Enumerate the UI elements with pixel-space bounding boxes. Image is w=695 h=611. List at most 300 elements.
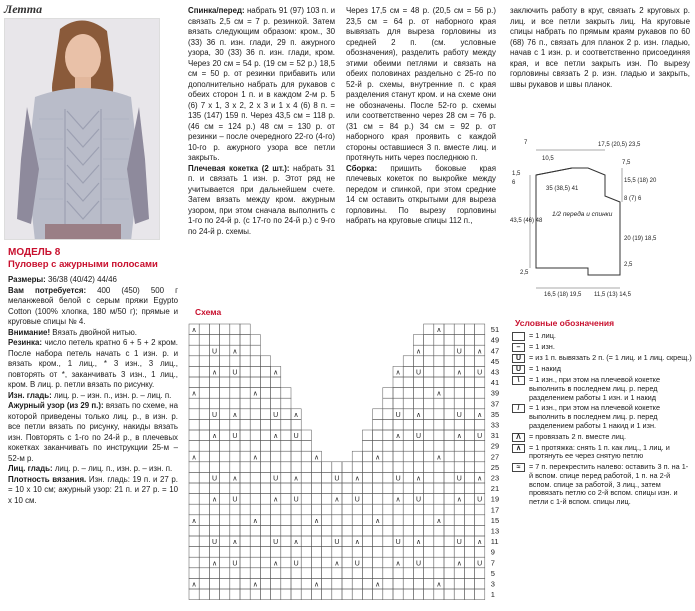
chart-cell <box>322 462 332 473</box>
chart-symbol: U <box>456 348 462 356</box>
chart-symbol: ∧ <box>456 560 462 568</box>
chart-cell <box>413 547 423 558</box>
dim-top-right: 17,5 (20,5) 23,5 <box>598 142 641 148</box>
chart-cell <box>403 430 413 441</box>
chart-cell <box>220 568 230 579</box>
legend-item <box>512 376 692 402</box>
chart-cell <box>424 430 434 441</box>
chart-cell <box>209 388 219 399</box>
chart-symbol: U <box>395 539 401 547</box>
chart-symbol: ∧ <box>395 496 401 504</box>
chart-cell <box>424 377 434 388</box>
sizes-value: 36/38 (40/42) 44/46 <box>47 275 117 284</box>
chart-cell <box>475 377 485 388</box>
chart-cell <box>454 504 464 515</box>
chart-cell <box>291 525 301 536</box>
chart-cell <box>403 388 413 399</box>
legend-text: = 1 изн., при этом на плечевой кокетке выполнить в последнем лиц. р. перед разделением работы 1 изн. и 1 накид <box>529 375 660 402</box>
chart-cell <box>342 525 352 536</box>
chart-cell <box>199 462 209 473</box>
model-photo <box>4 18 160 240</box>
chart-cell <box>240 557 250 568</box>
chart-symbol: ∧ <box>191 390 197 398</box>
legend-item <box>512 444 692 462</box>
chart-symbol: U <box>293 496 299 504</box>
model-photo-illustration <box>5 19 160 240</box>
instructions-column-2 <box>188 6 335 237</box>
chart-symbol: ∧ <box>211 496 218 504</box>
chart-cell <box>311 589 321 600</box>
chart-cell <box>434 536 444 547</box>
chart-cell <box>271 547 281 558</box>
chart-cell <box>271 441 281 452</box>
chart-cell <box>362 494 372 505</box>
chart-cell <box>230 525 240 536</box>
chart-cell <box>444 536 454 547</box>
lace-value: вязать по схеме, на которой приведены только лиц. р., в изн. р. все петли вязать по рисунку, накиды вязать изн. Повторять с 1-го по 24-й р., в плечевых кокетках заканчивать по инструкции 25-м – 52-м р. <box>8 401 178 463</box>
yoke-value: набрать 31 п. и связать 1 изн. р. Этот ряд не учитывается при дальнейшем счете. Затем вязать между кром. ажурным узором, при этом сначала выполнить с 1-го по 24-й р. (с 17-го по 24-й р.) с 9-го по 24-й р. схемы. <box>188 163 335 236</box>
chart-cell <box>362 536 372 547</box>
row-number: 39 <box>490 388 500 398</box>
chart-cell <box>240 409 250 420</box>
chart-cell <box>352 462 362 473</box>
chart-cell <box>342 568 352 579</box>
chart-cell <box>260 494 270 505</box>
chart-symbol: ∧ <box>273 369 279 377</box>
chart-cell <box>434 419 444 430</box>
row-number: 49 <box>490 335 500 345</box>
chart-cell <box>434 472 444 483</box>
chart-cell <box>311 525 321 536</box>
row-number: 1 <box>490 590 495 600</box>
chart-cell <box>311 536 321 547</box>
chart-cell <box>311 504 321 515</box>
chart-cell <box>403 398 413 409</box>
chart-cell <box>281 515 291 526</box>
chart-cell <box>352 547 362 558</box>
chart-cell <box>271 483 281 494</box>
chart-cell <box>250 377 260 388</box>
chart-cell <box>199 345 209 356</box>
chart-cell <box>403 409 413 420</box>
chart-symbol: ∧ <box>293 411 299 419</box>
chart-symbol: ∧ <box>477 348 483 356</box>
chart-cell <box>230 335 240 346</box>
chart-cell <box>464 377 474 388</box>
chart-cell <box>413 388 423 399</box>
chart-cell <box>240 356 250 367</box>
chart-symbol: ∧ <box>477 411 483 419</box>
chart-cell <box>373 547 383 558</box>
chart-cell <box>444 568 454 579</box>
chart-cell <box>281 398 291 409</box>
chart-cell <box>189 335 199 346</box>
chart-cell <box>220 515 230 526</box>
legend-text: = провязать 2 п. вместе лиц. <box>529 431 627 441</box>
chart-cell <box>281 451 291 462</box>
chart-cell <box>434 462 444 473</box>
chart-symbol: ∧ <box>252 454 258 462</box>
chart-cell <box>189 525 199 536</box>
chart-cell <box>454 324 464 335</box>
chart-cell <box>250 409 260 420</box>
chart-cell <box>240 366 250 377</box>
chart-cell <box>250 536 260 547</box>
chart-cell <box>199 335 209 346</box>
row-number: 7 <box>490 558 495 568</box>
row-number: 13 <box>490 526 500 536</box>
chart-cell <box>250 472 260 483</box>
chart-cell <box>464 430 474 441</box>
chart-cell <box>199 547 209 558</box>
chart-cell <box>444 388 454 399</box>
chart-symbol: ∧ <box>252 390 258 398</box>
chart-cell <box>291 578 301 589</box>
chart-cell <box>291 504 301 515</box>
chart-cell <box>220 472 230 483</box>
chart-cell <box>199 578 209 589</box>
chart-symbol: ∧ <box>436 517 442 525</box>
chart-cell <box>424 345 434 356</box>
chart-cell <box>444 409 454 420</box>
chart-cell <box>424 419 434 430</box>
chart-cell <box>271 525 281 536</box>
chart-symbol: U <box>211 539 218 547</box>
row-number: 31 <box>490 431 500 441</box>
chart-cell <box>373 419 383 430</box>
chart-cell <box>209 578 219 589</box>
chart-cell <box>189 377 199 388</box>
chart-symbol: U <box>354 496 360 504</box>
neckline-text: Через 17,5 см = 48 р. (20,5 см = 56 р.) 23,5 см = 64 р. от наборного края вывязать для выреза горловины из средней 2 п. (см. условные обозначения), разделить работу между этими обеими петлями и связать на обеих половинах раздельно с 25-го по 52-й р. схемы, внутренние п. с края разделения станут кром. и на схеме они не обозначены. После 52-го р. схемы или соответственно через 28 см = 76 р. (31 см = 84 р.) 34 см = 92 р. от наборного края проявить с каждой стороны оставшиеся 3 п. вместе лиц. и протянуть нить через последнюю п. <box>346 6 496 162</box>
chart-symbol: ∧ <box>313 517 320 525</box>
legend-item <box>512 354 692 363</box>
chart-cell <box>281 472 291 483</box>
chart-cell <box>332 525 342 536</box>
chart-cell <box>383 409 393 420</box>
chart-cell <box>220 441 230 452</box>
chart-cell <box>281 578 291 589</box>
chart-cell <box>454 547 464 558</box>
chart-cell <box>424 536 434 547</box>
chart-cell <box>454 398 464 409</box>
chart-cell <box>464 494 474 505</box>
chart-symbol: U <box>232 433 238 441</box>
chart-cell <box>260 557 270 568</box>
chart-cell <box>189 356 199 367</box>
chart-cell <box>240 525 250 536</box>
chart-cell <box>444 335 454 346</box>
chart-cell <box>301 494 311 505</box>
chart-cell <box>475 515 485 526</box>
chart-symbol: U <box>211 348 218 356</box>
chart-cell <box>373 462 383 473</box>
chart-cell <box>220 345 230 356</box>
chart-cell <box>362 441 372 452</box>
chart-cell <box>383 557 393 568</box>
chart-cell <box>444 578 454 589</box>
chart-cell <box>383 388 393 399</box>
chart-cell <box>413 515 423 526</box>
chart-cell <box>413 578 423 589</box>
row-number: 35 <box>490 409 500 419</box>
legend-symbol: – <box>512 343 525 352</box>
chart-cell <box>332 504 342 515</box>
chart-cell <box>199 568 209 579</box>
chart-cell <box>220 578 230 589</box>
chart-cell <box>322 515 332 526</box>
chart-cell <box>373 472 383 483</box>
chart-symbol: ∧ <box>232 411 238 419</box>
chart-cell <box>281 547 291 558</box>
chart-cell <box>220 557 230 568</box>
chart-symbol: ∧ <box>232 348 238 356</box>
chart-cell <box>220 589 230 600</box>
chart-cell <box>464 388 474 399</box>
chart-cell <box>271 515 281 526</box>
chart-cell <box>271 504 281 515</box>
chart-cell <box>240 377 250 388</box>
chart-cell <box>220 451 230 462</box>
chart-cell <box>189 409 199 420</box>
chart-cell <box>301 483 311 494</box>
chart-cell <box>260 430 270 441</box>
chart-cell <box>424 388 434 399</box>
row-number: 19 <box>490 494 500 504</box>
chart-cell <box>464 356 474 367</box>
chart-cell <box>250 345 260 356</box>
legend-text: = 7 п. перекрестить налево: оставить 3 п. на 1-й вспом. спице перед работой, 1 п. на 2-й вспом. спице за работой, 3 лиц., затем провязать петлю со 2-й вспом. спицы изн. и петли с 1-й вспом. спицы лиц. <box>529 462 689 506</box>
row-number: 47 <box>490 346 500 356</box>
dim-mid: 35 (38,5) 41 <box>546 186 579 192</box>
chart-cell <box>271 377 281 388</box>
chart-cell <box>383 589 393 600</box>
chart-cell <box>424 589 434 600</box>
chart-cell <box>240 335 250 346</box>
chart-symbol: U <box>232 496 238 504</box>
schematic-outline <box>536 168 620 275</box>
chart-cell <box>393 504 403 515</box>
chart-cell <box>362 568 372 579</box>
chart-cell <box>403 377 413 388</box>
chart-cell <box>220 366 230 377</box>
row-number: 11 <box>490 537 499 547</box>
chart-cell <box>454 377 464 388</box>
chart-symbol: ∧ <box>436 390 442 398</box>
chart-cell <box>281 419 291 430</box>
chart-symbol: ∧ <box>477 475 483 483</box>
chart-cell <box>271 398 281 409</box>
chart-cell <box>342 536 352 547</box>
chart-cell <box>281 430 291 441</box>
chart-cell <box>362 515 372 526</box>
chart-symbol: U <box>334 475 340 483</box>
schematic-label: 1/2 переда и спинки <box>552 211 613 218</box>
chart-cell <box>475 578 485 589</box>
chart-cell <box>464 441 474 452</box>
row-number: 51 <box>490 325 500 335</box>
chart-cell <box>464 536 474 547</box>
chart-cell <box>424 557 434 568</box>
chart-cell <box>444 472 454 483</box>
chart-cell <box>403 568 413 579</box>
chart-cell <box>240 398 250 409</box>
chart-cell <box>434 335 444 346</box>
chart-cell <box>301 536 311 547</box>
chart-cell <box>332 568 342 579</box>
back-label: Спинка/перед: <box>188 6 245 15</box>
chart-cell <box>475 589 485 600</box>
chart-cell <box>383 525 393 536</box>
chart-cell <box>373 525 383 536</box>
chart-cell <box>209 568 219 579</box>
legend-symbol <box>512 332 525 341</box>
chart-symbol: ∧ <box>354 539 360 547</box>
chart-cell <box>475 335 485 346</box>
chart-cell <box>454 441 464 452</box>
chart-cell <box>393 377 403 388</box>
chart-cell <box>352 515 362 526</box>
legend-text: = 1 изн. <box>529 342 555 351</box>
stst-label: Изн. гладь: <box>8 390 52 400</box>
chart-cell <box>403 504 413 515</box>
chart-symbol: ∧ <box>395 369 401 377</box>
chart-cell <box>434 377 444 388</box>
row-number: 23 <box>490 473 500 483</box>
chart-cell <box>271 419 281 430</box>
chart-cell <box>464 324 474 335</box>
chart-cell <box>189 536 199 547</box>
chart-cell <box>352 568 362 579</box>
chart-cell <box>393 398 403 409</box>
chart-cell <box>383 536 393 547</box>
chart-cell <box>260 547 270 558</box>
chart-cell <box>444 515 454 526</box>
chart-cell <box>434 525 444 536</box>
chart-cell <box>250 547 260 558</box>
chart-cell <box>260 451 270 462</box>
chart-cell <box>260 388 270 399</box>
chart-cell <box>362 557 372 568</box>
chart-cell <box>260 377 270 388</box>
chart-cell <box>403 557 413 568</box>
chart-cell <box>240 462 250 473</box>
chart-cell <box>250 335 260 346</box>
chart-cell <box>434 441 444 452</box>
chart-cell <box>332 462 342 473</box>
chart-cell <box>424 494 434 505</box>
chart-cell <box>444 419 454 430</box>
legend-item <box>512 433 692 442</box>
chart-cell <box>240 430 250 441</box>
legend-text: = из 1 п. вывязать 2 п. (= 1 лиц. и 1 лиц. скрещ.) <box>529 353 692 362</box>
chart-cell <box>311 483 321 494</box>
chart-cell <box>444 377 454 388</box>
row-number: 21 <box>490 484 500 494</box>
chart-cell <box>260 472 270 483</box>
chart-cell <box>444 494 454 505</box>
chart-cell <box>444 356 454 367</box>
chart-cell <box>393 419 403 430</box>
chart-symbol: ∧ <box>313 454 320 462</box>
chart-cell <box>311 472 321 483</box>
chart-cell <box>291 589 301 600</box>
chart-cell <box>301 504 311 515</box>
chart-cell <box>240 589 250 600</box>
chart-cell <box>260 366 270 377</box>
chart-cell <box>240 441 250 452</box>
chart-cell <box>454 462 464 473</box>
chart-cell <box>291 441 301 452</box>
chart-cell <box>220 547 230 558</box>
chart-cell <box>230 356 240 367</box>
attention-value: Вязать двойной нитью. <box>52 327 137 337</box>
chart-cell <box>393 451 403 462</box>
chart-symbol: U <box>477 560 483 568</box>
chart-cell <box>464 409 474 420</box>
chart-cell <box>475 462 485 473</box>
chart-cell <box>230 578 240 589</box>
chart-cell <box>220 494 230 505</box>
chart-cell <box>383 472 393 483</box>
chart-cell <box>424 409 434 420</box>
chart-symbol: U <box>273 411 279 419</box>
chart-cell <box>434 430 444 441</box>
chart-cell <box>311 568 321 579</box>
chart-cell <box>189 547 199 558</box>
chart-cell <box>209 324 219 335</box>
chart-cell <box>301 451 311 462</box>
chart-cell <box>250 430 260 441</box>
chart-cell <box>209 398 219 409</box>
chart-symbol: U <box>477 433 483 441</box>
chart-cell <box>220 536 230 547</box>
chart-cell <box>342 462 352 473</box>
chart-cell <box>250 462 260 473</box>
chart-cell <box>413 483 423 494</box>
chart-cell <box>475 547 485 558</box>
row-number: 5 <box>490 568 495 578</box>
chart-cell <box>260 578 270 589</box>
rib-value: число петель кратно 6 + 5 + 2 кром. После набора петель начать с 1 изн. р. и вязать кром., 1 лиц., * 3 изн., 3 лиц., повторять от *, заканчивать 3 изн., 1 лиц., кром. В лиц. р. петли вязать по рисунку. <box>8 338 178 389</box>
chart-cell <box>260 536 270 547</box>
chart-cell <box>322 472 332 483</box>
chart-cell <box>291 483 301 494</box>
chart-cell <box>454 483 464 494</box>
chart-cell <box>220 377 230 388</box>
chart-cell <box>454 589 464 600</box>
chart-cell <box>220 419 230 430</box>
row-number: 25 <box>490 462 500 472</box>
chart-cell <box>209 483 219 494</box>
model-title: МОДЕЛЬ 8 <box>8 247 61 258</box>
chart-cell <box>413 568 423 579</box>
back-value: набрать 91 (97) 103 п. и связать 2,5 см = 7 р. резинкой. Затем вязать следующим образом: кром., 30 (33) 36 п. изн. глади, 29 п. ажурного узора, 30 (33) 36 п. изн. глади, кром. Через 20 см = 54 р. (19 см = 52 р.) 18,5 см = 50 р. от резинки прибавить или дополнительно набрать для рукавов с обеих сторон 1 п. и в каждом 2-м р. 5 (6) 7 х 1, 3 х 2, 2 х 3 и 1 х 4 (6) 8 п. = 135 (147) 159 п. Через 43,5 см = 118 р. (46 см = 124 р.) 48 см = 130 р. от резинки – после очередного 22-го (4-го) 10-го р. ажурного узора все петли закрыть. <box>188 6 335 162</box>
chart-cell <box>393 515 403 526</box>
chart-cell <box>373 483 383 494</box>
chart-symbol: ∧ <box>395 433 401 441</box>
chart-symbol: U <box>273 539 279 547</box>
chart-cell <box>342 557 352 568</box>
chart-cell <box>444 504 454 515</box>
chart-cell <box>250 483 260 494</box>
chart-cell <box>454 356 464 367</box>
chart-cell <box>311 494 321 505</box>
chart-cell <box>220 430 230 441</box>
chart-symbol: U <box>395 475 401 483</box>
chart-cell <box>444 366 454 377</box>
chart-cell <box>209 462 219 473</box>
